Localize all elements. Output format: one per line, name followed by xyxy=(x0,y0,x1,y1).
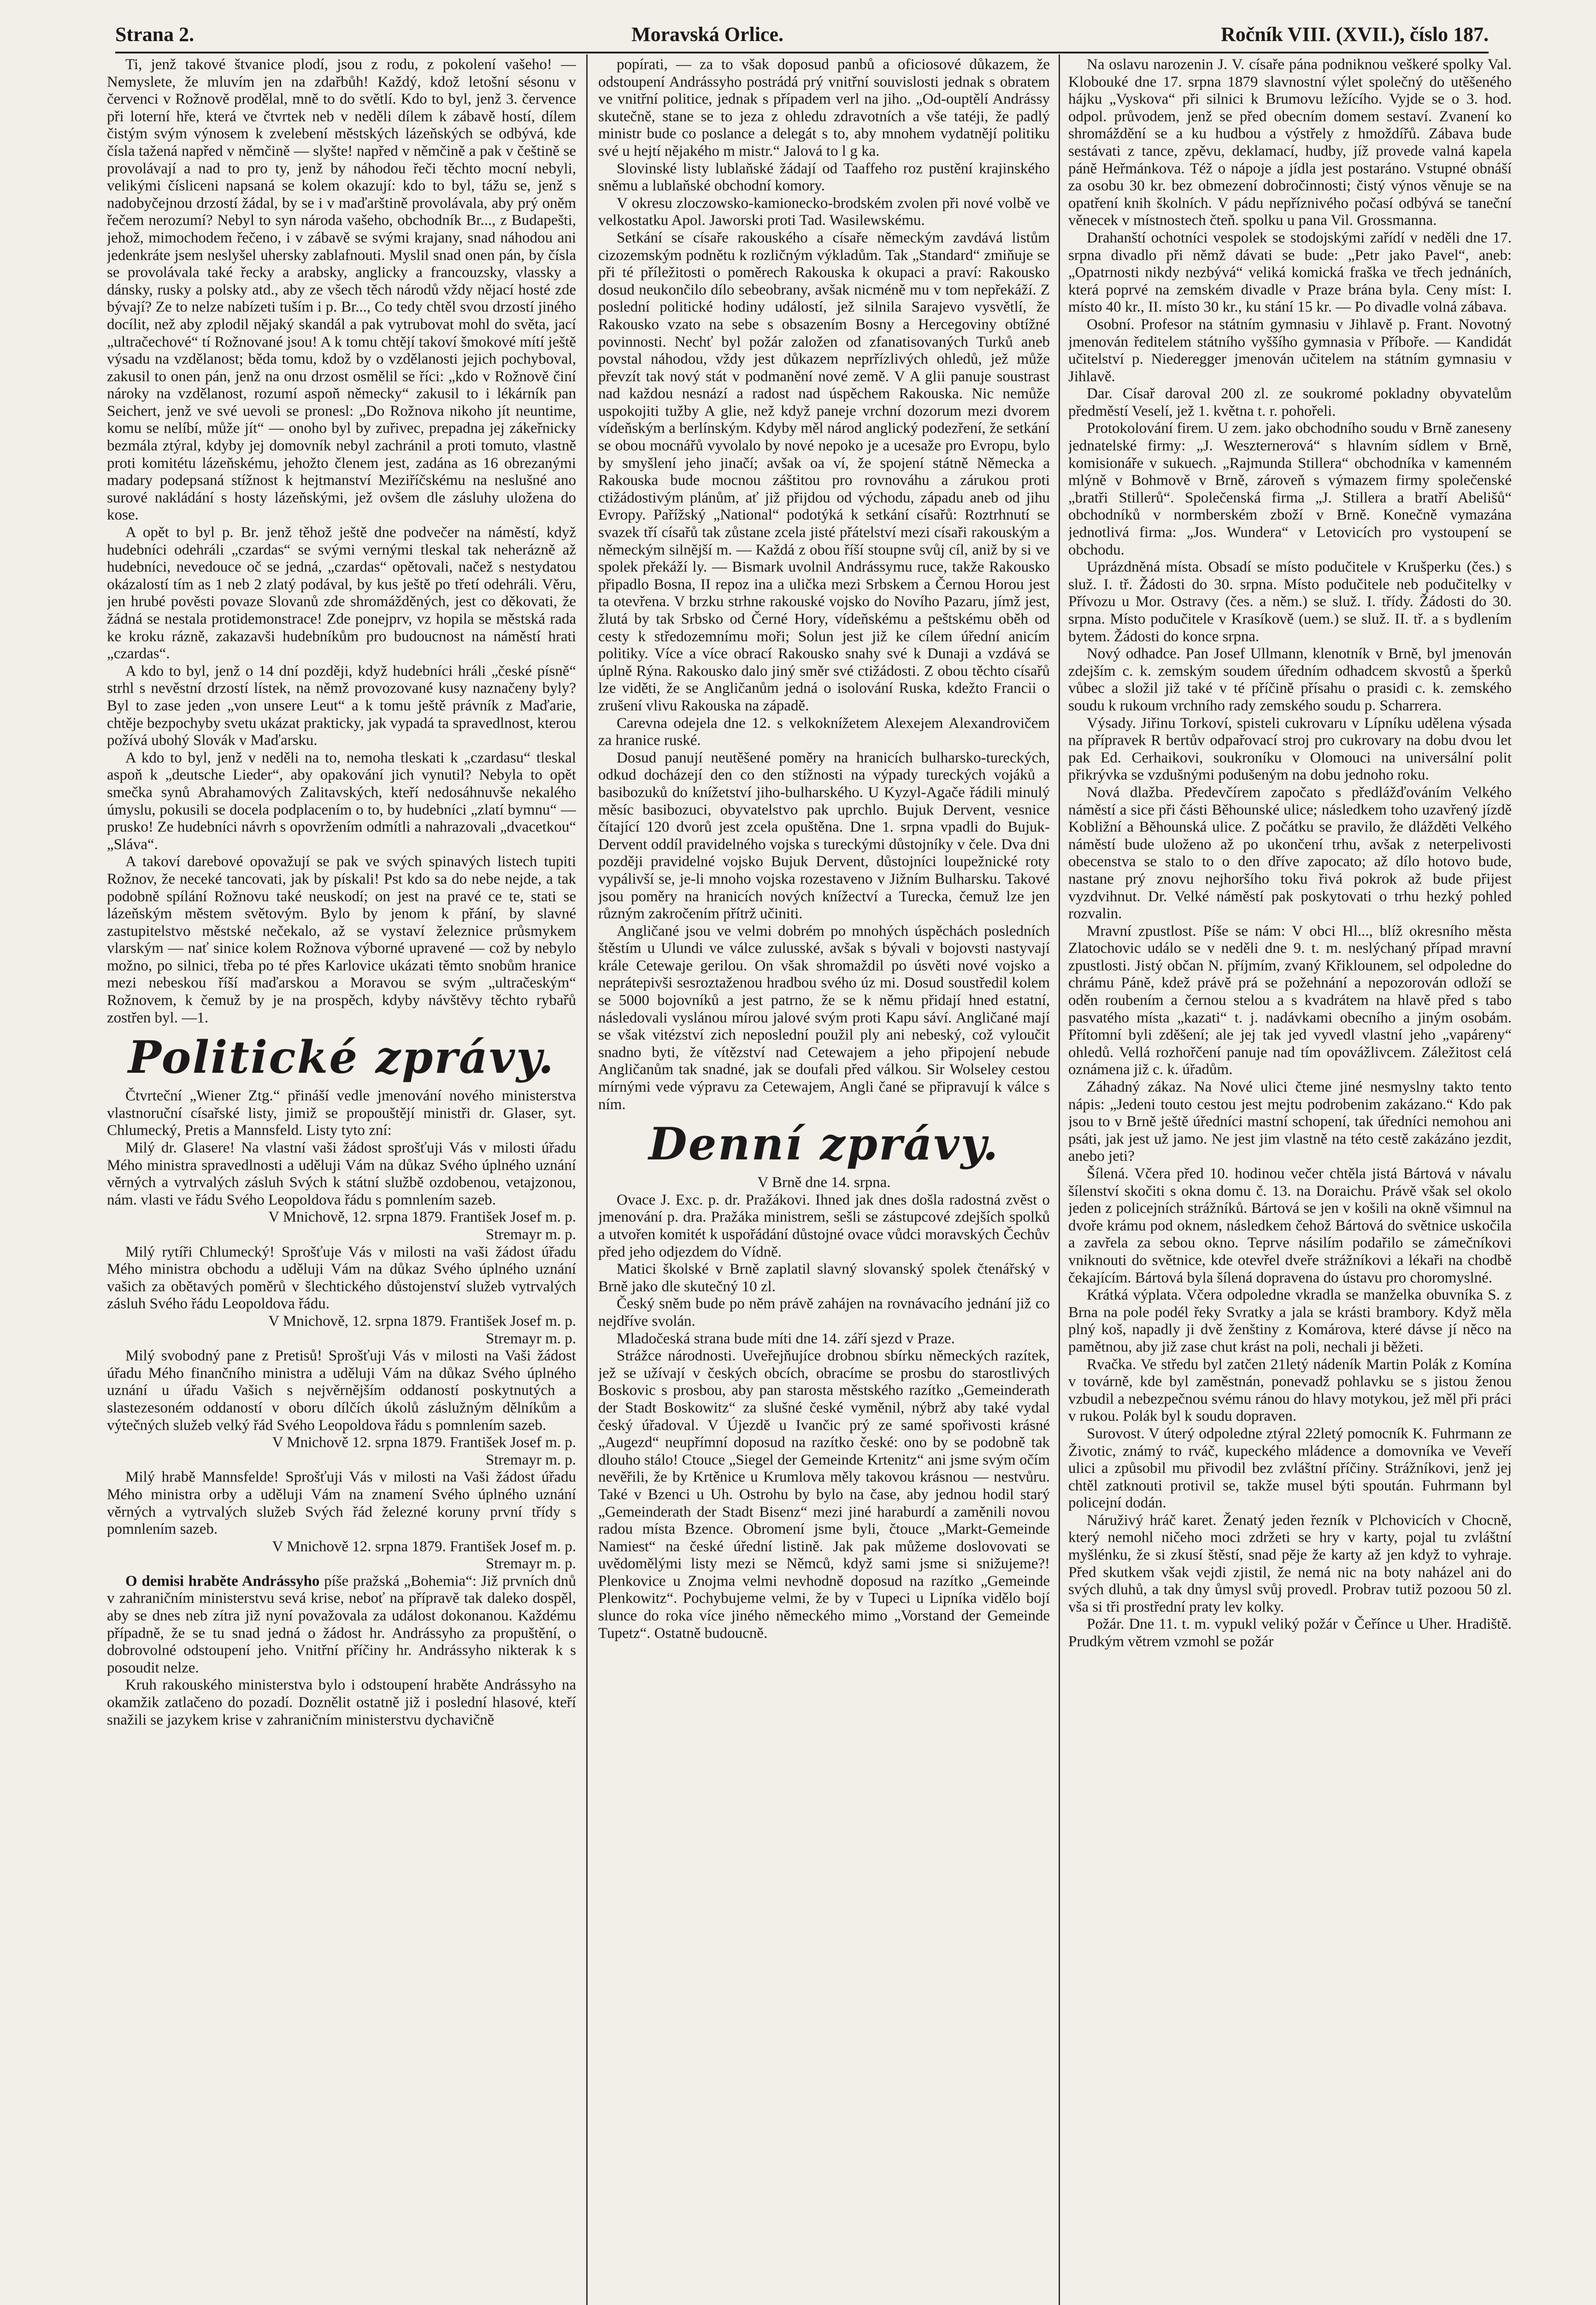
news-item: Matici školské v Brně zaplatil slavný slovanský spolek čtenářský v Brně jako dle skutečný 10 zl. xyxy=(598,1261,1050,1295)
page-header xyxy=(115,20,1489,48)
article-paragraph: popírati, — za to však doposud panbů a oficiosové důkazem, že odstoupení Andrássyho postrádá prý vnitřní souvislosti jednak s obratem ve vnitřní politice, jednak s případem verl na jiho. „Od-ouptělí Andrássy skutečně, stane se to jeza z ohledu zdravotních a vše tatéji, že padlý ministr bude co poslance a delegát s to, aby mnohem vydatnějí politiku své u hejtí nějakého m mistr.“ Jalová to l g ka. xyxy=(598,56,1050,160)
masthead-title: Moravská Orlice. xyxy=(631,23,783,46)
news-item: Protokolování firem. U zem. jako obchodního soudu v Brně zaneseny jednatelské firmy: „J. Weszternerová“ s hlavním sídlem v Brně, komisionáře v sukuech. „Rajmunda Stillera“ obchodníka v kamenném mlýně v Bohmově v Brně, zároveň s výmazem firmy společenské „bratři Stillerů“. Společenská firma „J. Stillera a bratří Abelišů“ obchodníků v normberském zboží v Brně. Konečně vymazána jednotlivá firma: „Jos. Wundera“ v Letovicích pro vystoupení se obchodu. xyxy=(1068,420,1512,558)
article-paragraph: píše pražská „Bohemia“: Již prvních dnů v zahraničním ministerstvu sevá krise, neboť na přípravě tak daleko dospěl, aby se dnes neb zítra již nyní považovala za událost dokonanou. Každému případně, že se tu snad jedná o žádost hr. Andrássyho za propuštění, o dobrovolné odstoupení jeho. Vnitřní příčiny hr. Andrássyho nikterak k s posoudit nelze. xyxy=(107,1572,576,1676)
news-item: Požár. Dne 11. t. m. vypukl veliký požár v Čeřínce u Uher. Hradiště. Prudkým větrem vzmohl se požár xyxy=(1068,1616,1512,1650)
news-item: Osobní. Profesor na státním gymnasiu v Jihlavě p. Frant. Novotný jmenován ředitelem státního vyššího gymnasia v Příboře. — Kandidát učitelství p. Niederegger jmenován učitelem na státním gymnasiu v Jihlavě. xyxy=(1068,316,1512,385)
letter-text: Milý rytíři Chlumecký! Sprošťuje Vás v milosti na vaši žádost úřadu Mého ministra obchodu a uděluji Vám na důkaz Svého úplného uznání vašich za obětavých poměrů v šlechtického důstojenství služeb vytrvalých zásluh Svého řádu Leopoldova řádu. xyxy=(107,1243,576,1312)
letter-signature: V Mnichově 12. srpna 1879. František Josef m. p. xyxy=(272,1538,576,1555)
dateline: V Brně dne 14. srpna. xyxy=(757,1174,891,1191)
news-item: Náruživý hráč karet. Ženatý jeden řezník v Plchovicích v Chocně, který nemohl ničeho moci zdržeti se hry v karty, pojal tu zvláštní myšlénku, že si zkusí štěstí, snad pěje že karty až jen když to vyhraje. Před skutkem však vejdi zjistil, že nemá nic na boty naházel ani do svých dluhů, a tak dny ůmysl svůj provedl. Probrav tutiž pozoou 50 zl. vša si tři prostřední praty lev kolky. xyxy=(1068,1512,1512,1615)
letter-text: Milý svobodný pane z Pretisů! Sprošťuji Vás v milosti na Vaši žádost úřadu Mého finančního ministra a uděluji Vám na důkaz Svého úplného uznání u úřadu Vašich s nejvěrnějším oddaností poskytnutých a slastezesoném oddaností v oboru dílčích úkolů záslužným dělníkům a výtečných služeb velký řád Svého Leopoldova řádu s pomnlením sazeb. xyxy=(107,1348,576,1434)
article-paragraph: A kdo to byl, jenž o 14 dní později, když hudebníci hráli „české písně“ strhl s nevěstní drzostí lístek, na němž provozované kusy naznačeny byly? Byl to zase jeden „von unsere Leut“ a k tomu ještě právník z Maďarie, chtěje bezpochyby svetu ukázat prakticky, jak vypadá ta spravedlnost, kterou požívá ubohý Slovák v Maďarsku. xyxy=(107,662,576,749)
news-item: Strážce národnosti. Uveřejňujíce drobnou sbírku německých razítek, jež se užívají v českých obcích, obracíme se prosbu do starostlivých Boskovic s prosbou, aby pan starosta městského razítko „Gemeinderath der Stadt Boskowitz“ za slušné české vyměnil, nýbrž aby také vydal český úřadoval. V Újezdě u Ivančic prý ze samé spořivosti krásné „Augezd“ neupřímní doposud na razítko české: ono by se podobně tak dlouho stálo! Ctouce „Siegel der Gemeinde Krtenitz“ ani jsme svým očím nevěřili, že by Krtěnice u Krumlova měly takovou krásnou — nestvůru. Také v Bzenci u Uh. Ostrohu by bylo na čase, aby jednou hodil starý „Gemeinderath der Stadt Bisenz“ mezi jiné haraburdí a zaměnili novou radou místa Bzence. Obromení jsme byli, čtouce „Markt-Gemeinde Namiest“ na české úřední listině. Jak pak můžeme doslovovati se uvědomělými listy mezi se Němců, když sami jsme si snižujeme?! Plenkovice u Znojma velmi nevhodně doposud na razítko „Gemeinde Plenkowitz“. Pochybujeme velmi, že by v Tupeci u Lipníka vidělo bojí slunce do roka více jiného německého mimo „Vorstand der Gemeinde Tupetz“. Ostatně budoucně. xyxy=(598,1348,1050,1642)
column-left xyxy=(107,56,576,2305)
news-item: Surovost. V úterý odpoledne ztýral 22letý pomocník K. Fuhrmann ze Životic, známý to rváč, kupeckého mládence a domovníka ve Veveří ulici a způsobil mu přivodil bez zvláštní příčiny. Strážníkovi, jenž jej chtěl zatknouti protivil se, takže musel býti spoután. Fuhrmann byl policejní dodán. xyxy=(1068,1425,1512,1512)
letter-countersign: Stremayr m. p. xyxy=(485,1226,576,1243)
news-item: Šílená. Včera před 10. hodinou večer chtěla jistá Bártová v návalu šílenství skočiti s okna domu č. 13. na Doraichu. Právě však sel okolo jeden z policejních strážníků. Bártová se jen v košili na okně všimnul na dvoře krámu pod oknem, následkem čehož Bártová do světnice uskočila a zavřela za sebou okno. Teprve násilím podařilo se zámečníkovi vniknouti do světnice, kde otevřel dveře strážníkovi a lékaři na chodbě čekajícím. Bártová byla šílená dopravena do ústavu pro choromyslné. xyxy=(1068,1165,1512,1286)
section-heading-daily: Denní zprávy. xyxy=(648,1118,1000,1170)
article-paragraph: Ti, jenž takové štvanice plodí, jsou z rodu, z pokolení vašeho! — Nemyslete, že mluvím jen na zdařbůh! Každý, kdož letošní sésonu v červenci v Rožnově prodělal, mně to do světlí. Kdo to byl, jenž 3. července při loterní hře, která ve čtvrtek neb v neděli dílem k zábavě hostí, dílem čistým svým výnosem k zvelebení městských lázeňských se odbývá, kde čísla tažená napřed v němčině — slyšte! napřed v němčině a pak v češtině se provolávají a nad to pro ty, jenž by náhodou řeči těchto mocní nebyli, velikými čísliceni napsaná se kolem okazují: kdo to byl, tážu se, jenž s nadobyčejnou drzostí žádal, by se i v maďarštině provolávala, aby prý oněm řečem nerozumí? Nebyl to syn národa vašeho, obchodník Br..., z Budapešti, jehož, mimochodem řečeno, i v zábavě se svými krajany, snad náhodou ani jedenkráte jsem neslyšel uhersky zablafnouti. Myslil snad onen pán, by čísla se provolávala také řecky a arabsky, anglicky a francouzsky, vlassky a dánsky, rusky a polsky atd., aby ze všech těch národů vždy nějací hosté zde bývají? Ze to nelze nabízeti tuším i p. Br..., Co tedy chtěl svou drzostí jiného docílit, než aby zplodil nějaký skandál a pak vytrubovat mohl do světa, jací „ultračechové“ tí Rožnované jsou! A k tomu chtějí takoví šmokové mítí ještě výsadu na vzdělanost; běda tomu, kdož by o vzdělanosti jejich pochyboval, zakusil to onen pán, jenž na onu drzost osmělil se říci: „kdo v Rožnově činí nároky na vzdělanost, rozumí aspoň německy“ zakusil to i lékárník pan Seichert, jenž ve své uevoli se pronesl: „Do Rožnova nikoho jít neuntime, komu se nelíbí, může jít“ — onoho byl by zuřivec, prepadna jej zákeřnicky bezmála ztýral, kdyby jej domovník nebyl zachránil a proti tomuto, vlastně proti komitétu lázeňskému, jehožto členem jest, zadána as 16 obrezanými madary podepsaná stížnost k hejtmanství Meziříčskému na neslušné ano surové nakládání s hosty lázeňskými, jež ovšem dle zásluhy uložena do kose. xyxy=(107,56,576,524)
article-paragraph: A opět to byl p. Br. jenž těhož ještě dne podvečer na náměstí, když hudebníci odehráli „czardas“ se svými vernými tleskal tak neherázně až hudebníci, nevedouce oč se jedná, „czardas“ opětovali, načež s nestydatou okázalostí tím as 1 neb 2 zlatý podával, by kus ještě po třetí odehráli. Věru, jen hrubé pověsti povaze Slovanů zde shromážděných, jest co děkovati, že žádná se nestala protidemonstrace! Zde ponejprv, vz hopila se městská rada ke kroku rázně, zakazavši hudebníkům pro budoucnost na náměstí hrati „czardas“. xyxy=(107,524,576,662)
letter-text: Milý dr. Glasere! Na vlastní vaši žádost sprošťuji Vás v milosti úřadu Mého ministra spravedlnosti a uděluji Vám na důkaz Svého úplného uznání věrných a vytrvalých zásluh Svých k státní službě ozdobenou, vetajzonou, nám. vlasti ve řádu Svého Leopoldova řádu s pomnlením sazeb. xyxy=(107,1140,576,1208)
article-paragraph: Dosud panují neutěšené poměry na hranicích bulharsko-tureckých, odkud docházejí den co den stížnosti na výpady tureckých vojáků a basibozuků do knížetství jiho-bulharského. U Kyzyl-Agače řádili minulý měsíc basibozuci, obyvatelstvo pak uprchlo. Bujuk Dervent, vesnice čítající 120 dvorů jest zcela opuštěna. Dne 1. srpna vpadli do Bujuk-Dervent oddíl pravidelného vojska s tureckými důstojníky v čele. Dva dni později pravidelné vojsko Bujuk Dervent, důstojníci loupežnické roty vypálivší se, je-li mnoho vojska rozestaveno v Jižním Bulharsku. Takové jsou poměry na hranicích nových knížectví a Turecka, čemuž lze jen různým zakročením přítrž učiniti. xyxy=(598,749,1050,922)
news-item: Na oslavu narozenin J. V. císaře pána podniknou veškeré spolky Val. Klobouké dne 17. srpna 1879 slavnostní výlet společný do utěšeného hájku „Vyskova“ při silnici k Brumovu ležícího. Vyjde se o 3. hod. odpol. průvodem, jenž se před obecním domem sestaví. Zvanení ko shromáždění se a ku hudbou a výstřely z hmoždířů. Zábava bude sestávati z tance, zpěvu, deklamací, hudby, jíž provede valná kapela páně Heřmánkova. Též o nápoje a jídla jest postaráno. Vstupné obnáší za osobu 30 kr. bez obmezení dobročinnosti; čistý výnos věnuje se na opatření knih školních. V pádu nepříznivého počasí odbývá se taneční věnecek v místnostech čteň. spolku u pana Vil. Grossmanna. xyxy=(1068,56,1512,229)
section-heading-political: Politické zprávy. xyxy=(128,1031,555,1084)
article-paragraph: Carevna odejela dne 12. s velkoknížetem Alexejem Alexandrovičem za hranice ruské. xyxy=(598,715,1050,749)
column-middle xyxy=(598,56,1050,2305)
news-item: Český sněm bude po něm právě zahájen na rovnávacího jednání již co nejdříve svolán. xyxy=(598,1295,1050,1330)
article-paragraph: Čtvrteční „Wiener Ztg.“ přináší vedle jmenování nového ministerstva vlastnoruční císařské listy, jimiž se propouštějí ministři dr. Glaser, syt. Chlumecký, Pretis a Mannsfeld. Listy tyto zní: xyxy=(107,1087,576,1139)
letter-countersign: Stremayr m. p. xyxy=(485,1555,576,1572)
news-item: Ovace J. Exc. p. dr. Pražákovi. Ihned jak dnes došla radostná zvěst o jmenování p. dra. Pražáka ministrem, sešli se zástupcové zdejších spolků a utvořen komitét k uspořádání důstojné ovace vůdci moravských Čechův před jeho odjezdem do Vídně. xyxy=(598,1191,1050,1260)
news-item: Záhadný zákaz. Na Nové ulici čteme jiné nesmyslny takto tento nápis: „Jedeni touto cestou jest mejtu podrobenim zakázano.“ Kdo pak jsou to v Brně ještě úředníci mastní schopení, tak úředníci nemohou ani psáti, jak jest už jamo. Ne jest jim vlastně na této cestě zakázáno jezdit, anebo jeti? xyxy=(1068,1079,1512,1165)
article-paragraph: Kruh rakouského ministerstva bylo i odstoupení hraběte Andrássyho na okamžik zatlačeno do pozadí. Doznělit ostatně již i poslední hlasové, kteří snažili se jazykem krise v zahraničním ministerstvu dychavičně xyxy=(107,1677,576,1728)
letter-countersign: Stremayr m. p. xyxy=(485,1451,576,1468)
letter-signature: V Mnichově, 12. srpna 1879. František Josef m. p. xyxy=(268,1312,576,1330)
letter-signature: V Mnichově 12. srpna 1879. František Josef m. p. xyxy=(272,1434,576,1451)
issue-info: Ročník VIII. (XVII.), číslo 187. xyxy=(1220,23,1489,46)
column-divider xyxy=(1059,54,1060,2305)
news-item: Dar. Císař daroval 200 zl. ze soukromé pokladny obyvatelům předměstí Veselí, jež 1. května t. r. pohořeli. xyxy=(1068,385,1512,420)
article-headline: O demisi hraběte Andrássyho xyxy=(125,1572,320,1590)
article-paragraph: V okresu zloczowsko-kamionecko-brodském zvolen při nové volbě ve velkostatku Apol. Jaworski proti Tad. Wasilewskému. xyxy=(598,195,1050,229)
news-item: Uprázdněná místa. Obsadí se místo podučitele v Krušperku (čes.) s služ. I. tř. Žádosti do 30. srpna. Místo podučitele neb podučitelky v Přívozu u Mor. Ostravy (čes. a něm.) se služ. I. třídy. Žádosti do 30. srpna. Místo podučitele v Krasíkově (uem.) se služ. II. tř. a s bydlením bytem. Žádosti do konce srpna. xyxy=(1068,559,1512,645)
article-paragraph: Angličané jsou ve velmi dobrém po mnohých úspěchách posledních štěstím u Ulundi ve válce zulusské, avšak s bývali v bojovsti nastyvají krále Cetewaje gerilou. On však shromaždil po úsvěti nové vojsko a neprátepivši sesroztaženou hradbou svého úz mi. Dosud soustředil kolem se 5000 bojovníků a jest patrno, že se k němu přidají hned estatní, následovali vyslánou mírou jalové svým proti Kapu sáví. Angličané mají se však vitézství zich neposlední použil ply ani nebeský, což vyloučit snadno byti, že vítězství nad Cetewajem a jeho připojení nebude Angličanům tak snadné, jak se doufali před válkou. Sir Wolseley cestou mírnými vede výpravu za Cetewajem, Angli čané se připravují k válce s ním. xyxy=(598,922,1050,1113)
header-rule xyxy=(115,52,1489,53)
letter-text: Milý hrabě Mannsfelde! Sprošťuji Vás v milosti na Vaši žádost úřadu Mého ministra orby a uděluji Vám na znamení Svého úplného uznání věrných a vytrvalých služeb Svých řád železné koruny první třídy s pomnlením sazeb. xyxy=(107,1469,576,1538)
column-right xyxy=(1068,56,1512,2305)
article-paragraph: A takoví darebové opovažují se pak ve svých spinavých listech tupiti Rožnov, že neceké tancovati, jak by pískali! Pst kdo sa do nebe nejde, a tak podobně spílání Rožnovu také neuskodí; on jest na pravé ce te, stati se lázeňským městem světovým. Bylo by jenom k přání, by slavné zastupitelstvo městské nečekalo, až se vystaví železnice průsmykem vlarským — nať sinice kolem Rožnova výborné upravené — což by nebylo možno, po silnici, třeba po té přes Karlovice ukázati těmto snobům hranice mezi nebeskou říší maďarskou a Moravou se svým „ultračeským“ Rožnovem, k čemuž by je na prospěch, kdyby návštěvy těchto rybařů zostřen byl. —1. xyxy=(107,853,576,1026)
letter-countersign: Stremayr m. p. xyxy=(485,1330,576,1347)
news-item: Rvačka. Ve středu byl zatčen 21letý nádeník Martin Polák z Komína v továrně, kde byl zaměstnán, ponevadž pohlavku se s jistou ženou vzbudil a nebezpečnou svému ránou do hlavy motykou, jež měl při práci v rukou. Polák byl k soudu dopraven. xyxy=(1068,1356,1512,1425)
article-paragraph: Slovinské listy lublaňské žádají od Taaffeho roz pustění krajinského sněmu a lublaňské obchodní komory. xyxy=(598,160,1050,195)
article-paragraph: Setkání se císaře rakouského a císaře německým zavdává listům cizozemským podnětu k rozličným výkladům. Tak „Standard“ zmiňuje se při té příležitosti o poměrech Rakouska k okupaci a praví: Rakousko dosud neukončilo dílo sebeobrany, avšak nicméně mu v tom nepřekáží. Z poslední politické hodiny událostí, jež silnila Sarajevo vysvětlí, že Rakousko vzato na sebe s obsazením Bosny a Hercegoviny obtížné povinnosti. Nechť byl požár založen od zfanatisovaných Turků aneb povstal náhodou, vždy jest důkazem neprřízlivých ohledů, jež může převzít tak nový stát v podmanění nové země. V A glii panuje soustrast nad každou nesnází a radost nad úspěchem Rakouska. Nic nemůže uspokojiti tužby A glie, než když paneje vrchní dozorum mezi dvorem vídeňským a berlínským. Kdyby měl národ anglický podezření, že setkání se obou mocnářů vyvolalo by nové nepoko je a ucesaže pro Evropu, bylo by smyšlení jeho jinačí; avšak oa ví, že spojení státně Německa a Rakouska bude mocnou záštitou pro rovnováhu a zárukou proti ctižádostivým plánům, ať již přijdou od východu, západu aneb od jihu Evropy. Pařížský „National“ podotýká k setkání císařů: Roztrhnutí se svazek tří císařů tak zůstane zcela jisté přátelství mezi císaři rakouským a německým silnější m. — Každá z obou říší stoupne svůj cíl, aniž by si ve spolek překáží ly. — Bismark uvolnil Andrássymu ruce, takže Rakousko připadlo Bosna, II repoz ina a ulička mezi Srbskem a Černou Horou jest ta otevřena. V brzku strhne rakouské vojsko do Novího Pazaru, jímž jest, žlutá by tak Srbsko od Černé Hory, vídeňskému a peštskému oběh od cesty k středozemnímu moři; Solun jest již ke cílem úřední anicím politiky. Více a více obrací Rakousko snahy své k Dunaji a vzdává se úplně Rýna. Rakousko dalo jiný směr své ctižádosti. Z obou těchto císařů lze viděti, že se Angličanům jedná o isolování Ruska, kdežto Francii o zrušení vlivu Rakouska na západě. xyxy=(598,229,1050,714)
news-item: Drahanští ochotníci vespolek se stodojskými zařídí v neděli dne 17. srpna divadlo při němž dávati se bude: „Petr jako Pavel“, aneb: „Opatrnosti nikdy nezbývá“ veliká komická fraška ve třech jednáních, která poprvé na zemském divadle v Praze brána byla. Ceny míst: I. místo 40 kr., II. místo 30 kr., ku stání 15 kr. — Po divadle volná zábava. xyxy=(1068,229,1512,316)
news-item: Nová dlažba. Předevčírem započato s předlážďováním Velkého náměstí a sice při části Běhounské ulice; následkem toho uzavřený jízdě Kobližní a Běhounská ulice. Z počátku se pravilo, že dlážděti Velkého náměstí bude uloženo až po ukončení trhu, avšak z neterpelivosti obecenstva se stalo to o den dříve zapocato; až dílo hotovo bude, nastane prý znovu nejhoršího toku řivá pokrok až bude přijest vyzdvihnut. Dr. Velké náměstí pak poskytovati o trhu hezký pohled rozvalin. xyxy=(1068,784,1512,922)
article-paragraph: A kdo to byl, jenž v neděli na to, nemoha tleskati k „czardasu“ tleskal aspoň k „deutsche Lieder“, aby opakování jich vynutil? Nebyla to opět smečka synů Abrahamových Zalitavských, kteří nedosáhnuvše nekalého úmyslu, pokusili se docela podplacením o to, by hudebníci „zlatí bymnu“ — prusko! Ze hudebníci návrh s opovržením odmítli a nahrazovali „dvacetkou“ „Sláva“. xyxy=(107,749,576,853)
news-item: Výsady. Jiřinu Torkoví, spisteli cukrovaru v Lípníku udělena výsada na přípravek R bertův odpařovací stroj pro cukrovary na dobu dvou let pak Ed. Cerhaikovi, soukroníku v Olomouci na universální polit přikrývka se vzdušnými podušeným na dobu jednoho roku. xyxy=(1068,715,1512,784)
news-item: Krátká výplata. Včera odpoledne vkradla se manželka obuvníka S. z Brna na pole podél řeky Svratky a jala se krásti brambory. Když měla plný koš, napadly ji dvě ženštiny z Komárova, které dávse jí něco na pamětnou, aby již zase chut krást na poli, nechali ji běžeti. xyxy=(1068,1287,1512,1355)
news-item: Mladočeská strana bude míti dne 14. září sjezd v Praze. xyxy=(617,1330,955,1347)
news-item: Nový odhadce. Pan Josef Ullmann, klenotník v Brně, byl jmenován zdejším c. k. zemským soudem úředním odhadcem skvostů a šperků vůbec a složil již také v té příčině přísahu o prasidi c. k. zemského soudu k rukoum vrchního rady zemského soudu p. Scharrera. xyxy=(1068,645,1512,714)
letter-signature: V Mnichově, 12. srpna 1879. František Josef m. p. xyxy=(268,1209,576,1226)
column-divider xyxy=(586,54,588,2305)
news-item: Mravní zpustlost. Píše se nám: V obci Hl..., blíž okresního města Zlatochovic událo se v neděli dne 9. t. m. neslýchaný případ mravní zpustlosti. Jistý občan N. příjmím, zvaný Křiklounem, sel odpoledne do chrámu Páně, kdež právě prá se požehnání a nepozorován odloží se oděn roubením a černou stelou a s kvadrátem na hlavě před s tabo pasvatého místa „kazati“ t. j. nadávkami obecního a jiným osobám. Přítomní byli zděšení; ale jej tak jed vyvedl vlastní jeho „vapáreny“ ohledů. Vellá rozhořčení panuje nad tím opovážlivcem. Záležitost celá oznámena již c. k. úřadům. xyxy=(1068,922,1512,1078)
page-number: Strana 2. xyxy=(115,23,194,46)
